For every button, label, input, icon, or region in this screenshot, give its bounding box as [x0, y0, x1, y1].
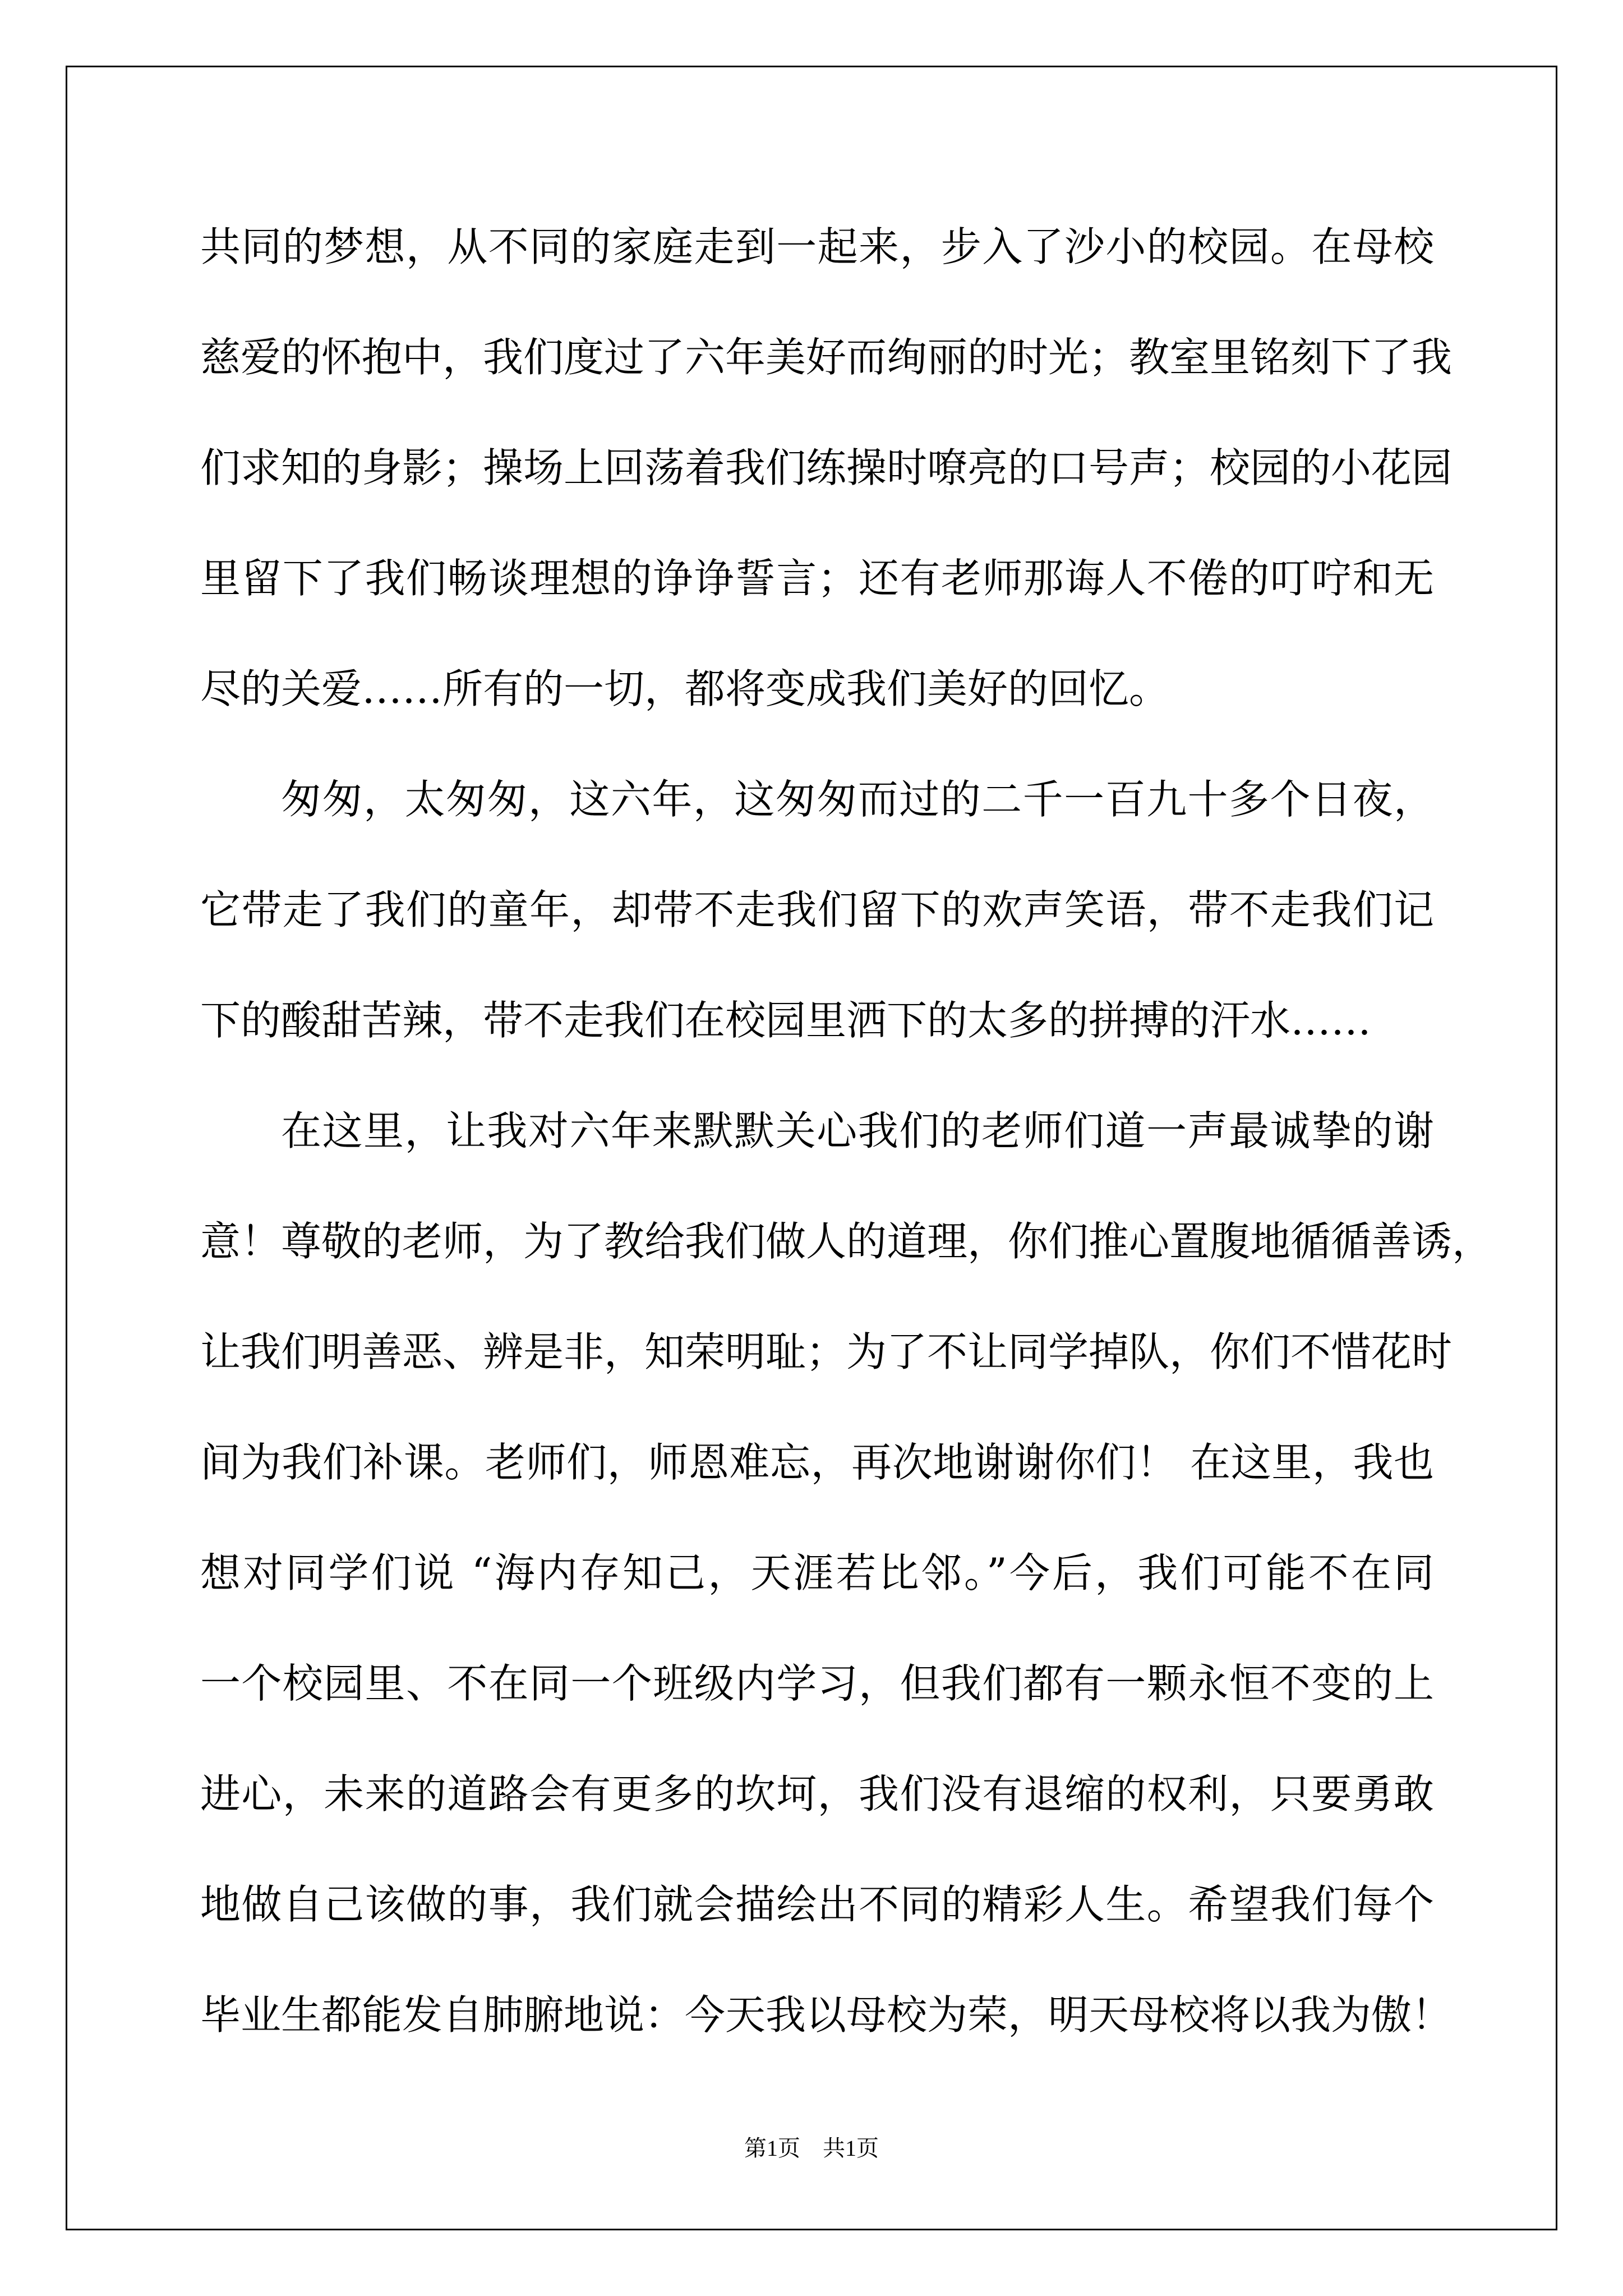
- text-line: 一个校园里、不在同一个班级内学习，但我们都有一颗永恒不变的上: [200, 1660, 1434, 1707]
- text-line: 进心，未来的道路会有更多的坎坷，我们没有退缩的权利，只要勇敢: [200, 1770, 1434, 1818]
- text-line: 们求知的身影；操场上回荡着我们练操时嘹亮的口号声；校园的小花园: [200, 444, 1453, 491]
- text-line: 下的酸甜苦辣，带不走我们在校园里洒下的太多的拼搏的汗水……: [200, 997, 1372, 1044]
- text-line: 地做自己该做的事，我们就会描绘出不同的精彩人生。希望我们每个: [200, 1881, 1434, 1928]
- page-footer: 第1页 共1页: [744, 2136, 879, 2161]
- text-line: 间为我们补课。老师们，师恩难忘，再次地谢谢你们！ 在这里，我也: [200, 1439, 1434, 1486]
- text-line: 匆匆，太匆匆，这六年，这匆匆而过的二千一百九十多个日夜，: [281, 776, 1434, 823]
- text-line: 它带走了我们的童年，却带不走我们留下的欢声笑语，带不走我们记: [200, 886, 1434, 933]
- text-line: 共同的梦想，从不同的家庭走到一起来，步入了沙小的校园。在母校: [200, 223, 1434, 270]
- text-line: 毕业生都能发自肺腑地说：今天我以母校为荣，明天母校将以我为傲！: [200, 1991, 1453, 2039]
- text-line: 尽的关爱……所有的一切，都将变成我们美好的回忆。: [200, 665, 1170, 712]
- text-line: 在这里，让我对六年来默默关心我们的老师们道一声最诚挚的谢: [281, 1107, 1434, 1154]
- text-line: 里留下了我们畅谈理想的诤诤誓言；还有老师那诲人不倦的叮咛和无: [200, 555, 1434, 602]
- text-line: 让我们明善恶、辨是非，知荣明耻；为了不让同学掉队，你们不惜花时: [200, 1328, 1453, 1375]
- text-line: 慈爱的怀抱中，我们度过了六年美好而绚丽的时光；教室里铭刻下了我: [200, 334, 1453, 381]
- text-line: 意！尊敬的老师，为了教给我们做人的道理，你们推心置腹地循循善诱，: [200, 1218, 1493, 1265]
- text-line: 想对同学们说 “海内存知己，天涯若比邻。”今后，我们可能不在同: [200, 1549, 1434, 1596]
